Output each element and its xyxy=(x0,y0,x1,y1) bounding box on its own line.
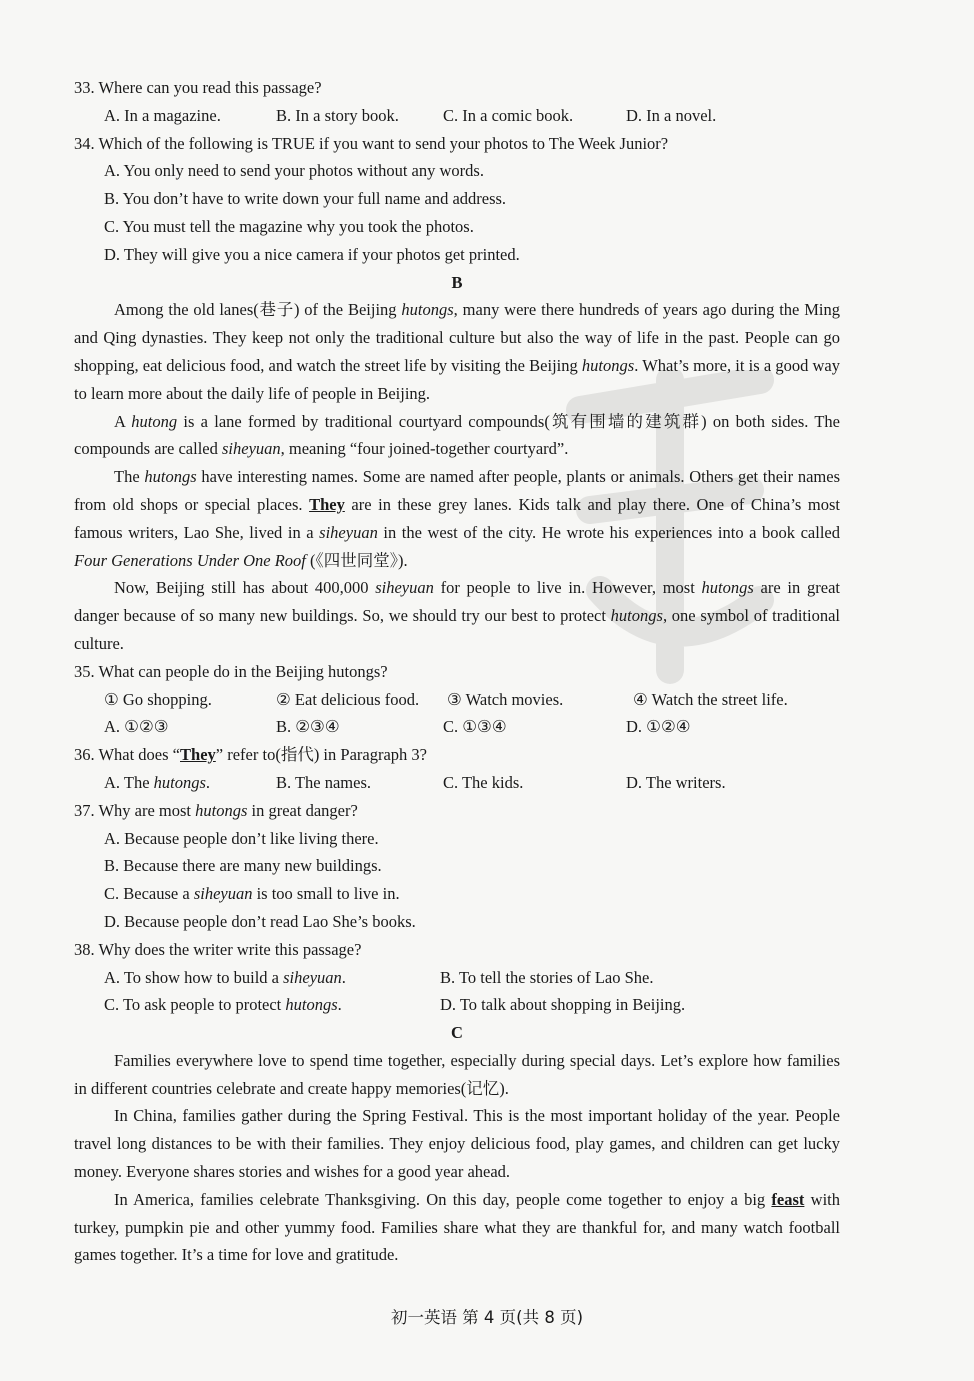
page-footer: 初一英语 第 4 页(共 8 页) xyxy=(390,1308,584,1327)
q34-option-a: A. You only need to send your photos without any words. xyxy=(104,161,484,181)
q36-option-a: A. The hutongs. xyxy=(104,772,211,792)
q36-option-c: C. The kids. xyxy=(443,772,524,792)
q35-option-c: C. ①③④ xyxy=(443,717,507,737)
q34-option-c: C. You must tell the magazine why you took the photos. xyxy=(104,216,474,236)
q35-question: 35. What can people do in the Beijing hutongs? xyxy=(74,661,388,681)
q33-option-d: D. In a novel. xyxy=(626,105,717,125)
q38-option-d: D. To talk about shopping in Beijing. xyxy=(440,995,686,1015)
q36-question: 36. What does “They” refer to(指代) in Paragraph 3? xyxy=(74,745,427,765)
q35-items xyxy=(74,686,840,714)
q37-option-c: C. Because a siheyuan is too small to live in. xyxy=(104,884,400,904)
q37-option-d: D. Because people don’t read Lao She’s books. xyxy=(104,911,416,931)
q36-options xyxy=(74,769,840,797)
section-b-paragraph-1: Among the old lanes(巷子) of the Beijing hutongs, many were there hundreds of years ago during the Ming and Qing dynasties. They keep not only the traditional culture but also the way of life in the past. People can go shopping, eat delicious food, and watch the street life by visiting the Beijing hutongs. What’s more, it is a good way to learn more about the daily life of people in Beijing. xyxy=(74,300,840,403)
q33-option-c: C. In a comic book. xyxy=(443,105,574,125)
q35-item-3: ③ Watch movies. xyxy=(447,689,564,709)
q38-options-row-2 xyxy=(74,991,840,1019)
q36-option-d: D. The writers. xyxy=(626,772,726,792)
q33-option-a: A. In a magazine. xyxy=(104,105,221,125)
q38-option-a: A. To show how to build a siheyuan. xyxy=(104,967,346,987)
q33-option-b: B. In a story book. xyxy=(276,105,399,125)
q37-option-b: B. Because there are many new buildings. xyxy=(104,856,382,876)
q36-option-b: B. The names. xyxy=(276,772,372,792)
exam-page xyxy=(74,74,840,1269)
q34-option-b: B. You don’t have to write down your full name and address. xyxy=(104,189,507,209)
q35-item-1: ① Go shopping. xyxy=(104,689,212,709)
q37-option-a: A. Because people don’t like living there. xyxy=(104,828,379,848)
underlined-feast: feast xyxy=(771,1189,805,1209)
q33-question: 33. Where can you read this passage? xyxy=(74,78,322,97)
section-b-heading: B xyxy=(451,272,463,292)
q37-question: 37. Why are most hutongs in great danger? xyxy=(74,800,358,820)
underlined-they: They xyxy=(309,494,345,514)
q33-options xyxy=(74,102,840,130)
section-c-paragraph-2: In China, families gather during the Spring Festival. This is the most important holiday of the year. People travel long distances to be with their families. They enjoy delicious food, play games, and children can get lucky money. Everyone shares stories and wishes for a good year ahead. xyxy=(74,1106,840,1182)
section-b-paragraph-4: Now, Beijing still has about 400,000 siheyuan for people to live in. However, most hutongs are in great danger because of so many new buildings. So, we should try our best to protect hutongs, one symbol of traditional culture. xyxy=(74,578,840,653)
section-c-paragraph-3: In America, families celebrate Thanksgiving. On this day, people come together to enjoy a big feast with turkey, pumpkin pie and other yummy food. Families share what they are thankful for, and many watch football games together. It’s a time for love and gratitude. xyxy=(74,1189,840,1265)
section-b-paragraph-2: A hutong is a lane formed by traditional courtyard compounds(筑有围墙的建筑群) on both sides. The compounds are called siheyuan, meaning “four joined-together courtyard”. xyxy=(74,411,840,459)
q35-option-b: B. ②③④ xyxy=(276,717,340,737)
q38-option-b: B. To tell the stories of Lao She. xyxy=(440,967,654,987)
section-c-paragraph-1: Families everywhere love to spend time together, especially during special days. Let’s explore how families in different countries celebrate and create happy memories(记忆). xyxy=(74,1050,840,1098)
q35-option-a: A. ①②③ xyxy=(104,717,169,737)
section-c-heading: C xyxy=(451,1023,463,1043)
q38-options-row-1 xyxy=(74,964,840,992)
section-b-paragraph-3: The hutongs have interesting names. Some are named after people, plants or animals. Others get their names from old shops or special places. They are in these grey lanes. Kids talk and play there. One of China’s most famous writers, Lao She, lived in a siheyuan in the west of the city. He wrote his experiences into a book called Four Generations Under One Roof (《四世同堂》). xyxy=(74,467,841,570)
q38-option-c: C. To ask people to protect hutongs. xyxy=(104,995,342,1015)
q34-question: 34. Which of the following is TRUE if you want to send your photos to The Week Junior? xyxy=(74,133,669,153)
q35-item-2: ② Eat delicious food. xyxy=(276,689,420,709)
q35-option-d: D. ①②④ xyxy=(626,717,691,737)
q38-question: 38. Why does the writer write this passage? xyxy=(74,939,362,959)
q35-item-4: ④ Watch the street life. xyxy=(633,689,788,709)
q34-option-d: D. They will give you a nice camera if your photos get printed. xyxy=(104,244,520,264)
q35-options xyxy=(74,713,840,741)
